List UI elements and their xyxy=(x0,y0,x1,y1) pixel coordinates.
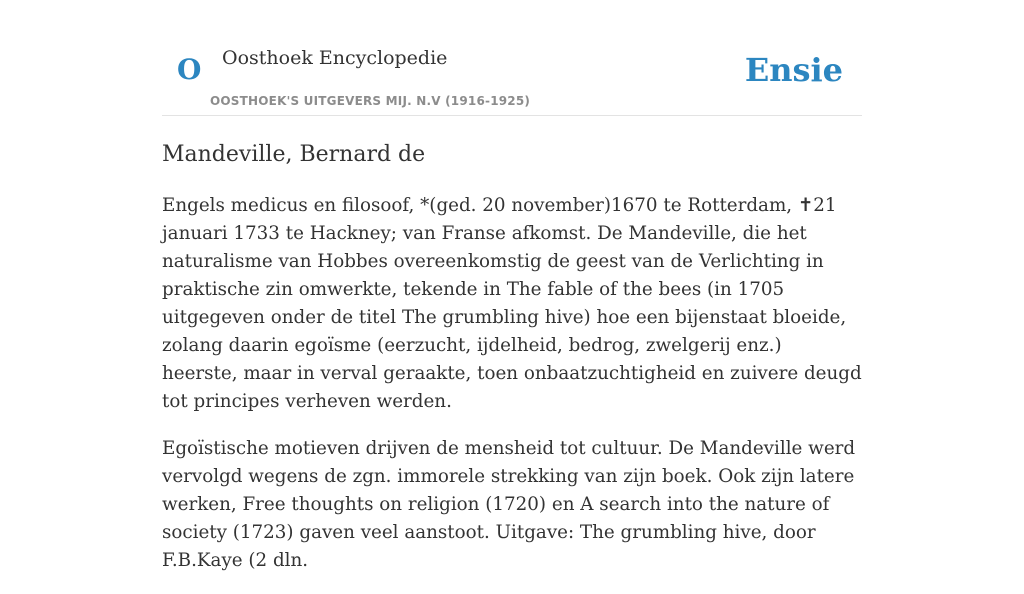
entry-paragraph: Engels medicus en filosoof, *(ged. 20 november)1670 te Rotterdam, ✝21 januari 1733 te Hackney; van Franse afkomst. De Mandeville, die het naturalisme van Hobbes overeenkomstig de geest van de Verlichting in praktische zin omwerkte, tekende in The fable of the bees (in 1705 uitgegeven onder de titel The grumbling hive) hoe een bijenstaat bloeide, zolang daarin egoïsme (eerzucht, ijdelheid, bedrog, zwelgerij enz.) heerste, maar in verval geraakte, toen onbaatzuchtigheid en zuivere deugd tot principes verheven werden. xyxy=(162,195,862,412)
source-title-link[interactable]: Oosthoek Encyclopedie xyxy=(222,47,448,69)
entry-title: Mandeville, Bernard de xyxy=(162,142,426,167)
source-header xyxy=(162,0,862,116)
entry-body xyxy=(162,192,862,594)
source-subtitle: OOSTHOEK'S UITGEVERS MIJ. N.V (1916-1925) xyxy=(210,94,531,108)
brand-logo-link[interactable]: Ensie xyxy=(744,51,843,89)
entry-paragraph: Egoïstische motieven drijven de mensheid tot cultuur. De Mandeville werd vervolgd wegens de zgn. immorele strekking van zijn boek. Ook zijn latere werken, Free thoughts on religion (1720) en A search into the nature of society (1723) gaven veel aanstoot. Uitgave: The grumbling hive, door F.B.Kaye (2 dln. xyxy=(162,438,856,571)
source-logo[interactable]: O xyxy=(177,53,202,86)
